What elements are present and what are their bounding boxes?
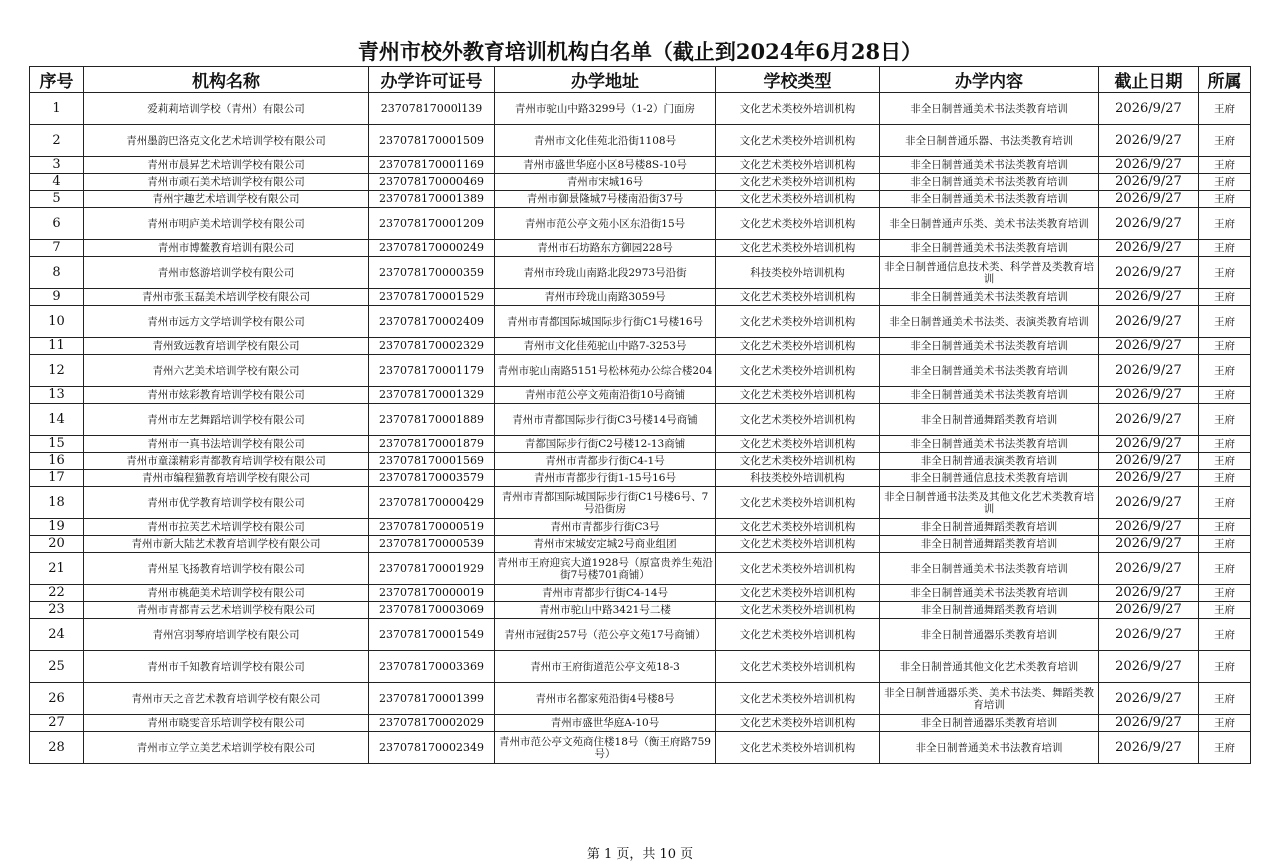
cell-license: 237078170001509 [369, 125, 495, 157]
cell-license: 237078170000359 [369, 257, 495, 289]
cell-name: 爱莉莉培训学校（青州）有限公司 [84, 93, 369, 125]
cell-license: 237078170002409 [369, 306, 495, 338]
table-row [30, 289, 1251, 306]
cell-type: 文化艺术类校外培训机构 [716, 732, 880, 764]
cell-seq: 7 [30, 240, 84, 257]
cell-seq: 25 [30, 651, 84, 683]
cell-type: 文化艺术类校外培训机构 [716, 585, 880, 602]
table-row [30, 487, 1251, 519]
table-row [30, 125, 1251, 157]
cell-deadline: 2026/9/27 [1099, 125, 1199, 157]
cell-type: 文化艺术类校外培训机构 [716, 651, 880, 683]
table-row [30, 619, 1251, 651]
cell-deadline: 2026/9/27 [1099, 191, 1199, 208]
cell-content: 非全日制普通美术书法类、表演类教育培训 [880, 306, 1099, 338]
cell-address: 青州市名都家苑沿街4号楼8号 [495, 683, 716, 715]
cell-region: 王府 [1199, 157, 1251, 174]
header-deadline: 截止日期 [1099, 67, 1199, 93]
table-row [30, 536, 1251, 553]
table-header-row [30, 67, 1251, 93]
cell-license: 237078170000469 [369, 174, 495, 191]
cell-type: 科技类校外培训机构 [716, 257, 880, 289]
cell-region: 王府 [1199, 683, 1251, 715]
cell-name: 青州市左艺舞蹈培训学校有限公司 [84, 404, 369, 436]
cell-content: 非全日制普通舞蹈类教育培训 [880, 536, 1099, 553]
table-row [30, 257, 1251, 289]
cell-region: 王府 [1199, 355, 1251, 387]
cell-name: 青州市桃葩美术培训学校有限公司 [84, 585, 369, 602]
cell-seq: 21 [30, 553, 84, 585]
cell-license: 237078170000019 [369, 585, 495, 602]
cell-content: 非全日制普通器乐类教育培训 [880, 715, 1099, 732]
cell-deadline: 2026/9/27 [1099, 387, 1199, 404]
cell-type: 文化艺术类校外培训机构 [716, 240, 880, 257]
cell-content: 非全日制普通美术书法类教育培训 [880, 289, 1099, 306]
cell-address: 青州市玲珑山南路3059号 [495, 289, 716, 306]
cell-region: 王府 [1199, 387, 1251, 404]
cell-region: 王府 [1199, 191, 1251, 208]
table-row [30, 404, 1251, 436]
cell-region: 王府 [1199, 553, 1251, 585]
cell-address: 青州市青都国际城国际步行街C1号楼16号 [495, 306, 716, 338]
cell-deadline: 2026/9/27 [1099, 553, 1199, 585]
cell-address: 青州市驼山中路3299号（1-2）门面房 [495, 93, 716, 125]
table-row [30, 306, 1251, 338]
cell-type: 文化艺术类校外培训机构 [716, 404, 880, 436]
cell-address: 青州市青都步行街1-15号16号 [495, 470, 716, 487]
cell-content: 非全日制普通美术书法类教育培训 [880, 174, 1099, 191]
cell-content: 非全日制普通信息技术类、科学普及类教育培训 [880, 257, 1099, 289]
cell-name: 青州宫羽琴府培训学校有限公司 [84, 619, 369, 651]
cell-region: 王府 [1199, 470, 1251, 487]
cell-address: 青州市王府迎宾大道1928号（原富贵养生苑沿街7号楼701商铺） [495, 553, 716, 585]
cell-content: 非全日制普通器乐类、美术书法类、舞蹈类教育培训 [880, 683, 1099, 715]
table-row [30, 355, 1251, 387]
table-row [30, 683, 1251, 715]
cell-address: 青州市宋城安定城2号商业组团 [495, 536, 716, 553]
table-row [30, 240, 1251, 257]
cell-name: 青州市远方文学培训学校有限公司 [84, 306, 369, 338]
table-row [30, 157, 1251, 174]
cell-region: 王府 [1199, 651, 1251, 683]
cell-license: 237078170001399 [369, 683, 495, 715]
cell-name: 青州宇趣艺术培训学校有限公司 [84, 191, 369, 208]
cell-type: 文化艺术类校外培训机构 [716, 387, 880, 404]
cell-deadline: 2026/9/27 [1099, 651, 1199, 683]
cell-seq: 12 [30, 355, 84, 387]
cell-type: 文化艺术类校外培训机构 [716, 683, 880, 715]
cell-address: 青州市盛世华庭A-10号 [495, 715, 716, 732]
table-row [30, 715, 1251, 732]
cell-deadline: 2026/9/27 [1099, 732, 1199, 764]
cell-content: 非全日制普通美术书法类教育培训 [880, 93, 1099, 125]
cell-license: 237078170000519 [369, 519, 495, 536]
table-row [30, 470, 1251, 487]
cell-license: 23707817000l139 [369, 93, 495, 125]
cell-type: 文化艺术类校外培训机构 [716, 125, 880, 157]
cell-deadline: 2026/9/27 [1099, 289, 1199, 306]
table-row [30, 585, 1251, 602]
cell-region: 王府 [1199, 536, 1251, 553]
cell-license: 237078170002349 [369, 732, 495, 764]
cell-name: 青州市张玉磊美术培训学校有限公司 [84, 289, 369, 306]
cell-content: 非全日制普通美术书法类教育培训 [880, 191, 1099, 208]
cell-name: 青州市博鳌教育培训有限公司 [84, 240, 369, 257]
cell-address: 青都国际步行街C2号楼12-13商铺 [495, 436, 716, 453]
cell-content: 非全日制普通器乐类教育培训 [880, 619, 1099, 651]
cell-region: 王府 [1199, 404, 1251, 436]
cell-deadline: 2026/9/27 [1099, 470, 1199, 487]
cell-seq: 24 [30, 619, 84, 651]
cell-deadline: 2026/9/27 [1099, 306, 1199, 338]
cell-license: 237078170001549 [369, 619, 495, 651]
cell-license: 237078170000539 [369, 536, 495, 553]
table-row [30, 732, 1251, 764]
cell-content: 非全日制普通舞蹈类教育培训 [880, 404, 1099, 436]
cell-type: 文化艺术类校外培训机构 [716, 519, 880, 536]
cell-seq: 3 [30, 157, 84, 174]
cell-type: 文化艺术类校外培训机构 [716, 306, 880, 338]
cell-content: 非全日制普通美术书法类教育培训 [880, 387, 1099, 404]
header-region: 所属 [1199, 67, 1251, 93]
table-row [30, 338, 1251, 355]
cell-address: 青州市文化佳苑北沿街1108号 [495, 125, 716, 157]
cell-license: 237078170001889 [369, 404, 495, 436]
cell-license: 237078170001929 [369, 553, 495, 585]
cell-address: 青州市范公亭文苑小区东沿街15号 [495, 208, 716, 240]
cell-region: 王府 [1199, 453, 1251, 470]
cell-deadline: 2026/9/27 [1099, 338, 1199, 355]
cell-license: 237078170001329 [369, 387, 495, 404]
cell-seq: 15 [30, 436, 84, 453]
cell-seq: 5 [30, 191, 84, 208]
cell-seq: 17 [30, 470, 84, 487]
cell-type: 科技类校外培训机构 [716, 470, 880, 487]
cell-deadline: 2026/9/27 [1099, 487, 1199, 519]
cell-seq: 8 [30, 257, 84, 289]
header-type: 学校类型 [716, 67, 880, 93]
cell-name: 青州市千知教育培训学校有限公司 [84, 651, 369, 683]
cell-seq: 20 [30, 536, 84, 553]
cell-content: 非全日制普通乐器、书法类教育培训 [880, 125, 1099, 157]
cell-name: 青州市拉芙艺术培训学校有限公司 [84, 519, 369, 536]
cell-address: 青州市石坊路东方御园228号 [495, 240, 716, 257]
cell-content: 非全日制普通信息技术类教育培训 [880, 470, 1099, 487]
cell-license: 237078170001389 [369, 191, 495, 208]
cell-type: 文化艺术类校外培训机构 [716, 289, 880, 306]
cell-region: 王府 [1199, 585, 1251, 602]
cell-type: 文化艺术类校外培训机构 [716, 436, 880, 453]
table-row [30, 519, 1251, 536]
cell-seq: 1 [30, 93, 84, 125]
cell-seq: 2 [30, 125, 84, 157]
cell-deadline: 2026/9/27 [1099, 157, 1199, 174]
cell-seq: 28 [30, 732, 84, 764]
cell-content: 非全日制普通美术书法教育培训 [880, 732, 1099, 764]
header-seq: 序号 [30, 67, 84, 93]
cell-type: 文化艺术类校外培训机构 [716, 715, 880, 732]
page-title: 青州市校外教育培训机构白名单（截止到2024年6月28日） [357, 39, 923, 64]
cell-address: 青州市文化佳苑驼山中路7-3253号 [495, 338, 716, 355]
cell-seq: 13 [30, 387, 84, 404]
cell-type: 文化艺术类校外培训机构 [716, 553, 880, 585]
cell-deadline: 2026/9/27 [1099, 602, 1199, 619]
cell-region: 王府 [1199, 289, 1251, 306]
cell-name: 青州市炫彩教育培训学校有限公司 [84, 387, 369, 404]
cell-region: 王府 [1199, 93, 1251, 125]
cell-name: 青州市立学立美艺术培训学校有限公司 [84, 732, 369, 764]
cell-type: 文化艺术类校外培训机构 [716, 536, 880, 553]
cell-content: 非全日制普通美术书法类教育培训 [880, 355, 1099, 387]
cell-seq: 11 [30, 338, 84, 355]
cell-content: 非全日制普通美术书法类教育培训 [880, 436, 1099, 453]
cell-content: 非全日制普通舞蹈类教育培训 [880, 602, 1099, 619]
cell-content: 非全日制普通美术书法类教育培训 [880, 585, 1099, 602]
cell-type: 文化艺术类校外培训机构 [716, 93, 880, 125]
header-name: 机构名称 [84, 67, 369, 93]
cell-license: 237078170001169 [369, 157, 495, 174]
cell-type: 文化艺术类校外培训机构 [716, 355, 880, 387]
cell-content: 非全日制普通美术书法类教育培训 [880, 338, 1099, 355]
cell-license: 237078170001179 [369, 355, 495, 387]
cell-name: 青州星飞扬教育培训学校有限公司 [84, 553, 369, 585]
cell-seq: 22 [30, 585, 84, 602]
cell-type: 文化艺术类校外培训机构 [716, 174, 880, 191]
cell-license: 237078170002029 [369, 715, 495, 732]
cell-content: 非全日制普通舞蹈类教育培训 [880, 519, 1099, 536]
cell-seq: 10 [30, 306, 84, 338]
cell-name: 青州市顽石美术培训学校有限公司 [84, 174, 369, 191]
cell-content: 非全日制普通美术书法类教育培训 [880, 157, 1099, 174]
cell-region: 王府 [1199, 602, 1251, 619]
cell-name: 青州市一真书法培训学校有限公司 [84, 436, 369, 453]
cell-deadline: 2026/9/27 [1099, 683, 1199, 715]
cell-seq: 6 [30, 208, 84, 240]
cell-deadline: 2026/9/27 [1099, 257, 1199, 289]
table-row [30, 191, 1251, 208]
table-row [30, 553, 1251, 585]
cell-address: 青州市王府街道范公亭文苑18-3 [495, 651, 716, 683]
cell-type: 文化艺术类校外培训机构 [716, 487, 880, 519]
cell-type: 文化艺术类校外培训机构 [716, 619, 880, 651]
table-row [30, 602, 1251, 619]
cell-address: 青州市冠街257号（范公亭文苑17号商铺） [495, 619, 716, 651]
cell-name: 青州六艺美术培训学校有限公司 [84, 355, 369, 387]
cell-deadline: 2026/9/27 [1099, 93, 1199, 125]
cell-region: 王府 [1199, 125, 1251, 157]
table-row [30, 651, 1251, 683]
cell-region: 王府 [1199, 487, 1251, 519]
cell-address: 青州市范公亭文苑南沿街10号商铺 [495, 387, 716, 404]
cell-deadline: 2026/9/27 [1099, 240, 1199, 257]
cell-name: 青州市晓雯音乐培训学校有限公司 [84, 715, 369, 732]
cell-address: 青州市青都步行街C4-1号 [495, 453, 716, 470]
cell-address: 青州市玲珑山南路北段2973号沿街 [495, 257, 716, 289]
cell-type: 文化艺术类校外培训机构 [716, 453, 880, 470]
cell-deadline: 2026/9/27 [1099, 585, 1199, 602]
cell-region: 王府 [1199, 619, 1251, 651]
cell-region: 王府 [1199, 519, 1251, 536]
cell-deadline: 2026/9/27 [1099, 619, 1199, 651]
header-content: 办学内容 [880, 67, 1099, 93]
cell-license: 237078170003579 [369, 470, 495, 487]
cell-seq: 19 [30, 519, 84, 536]
cell-content: 非全日制普通声乐类、美术书法类教育培训 [880, 208, 1099, 240]
cell-license: 237078170003069 [369, 602, 495, 619]
cell-content: 非全日制普通表演类教育培训 [880, 453, 1099, 470]
whitelist-table [29, 66, 1251, 764]
cell-address: 青州市驼山南路5151号松林苑办公综合楼204 [495, 355, 716, 387]
cell-content: 非全日制普通美术书法类教育培训 [880, 553, 1099, 585]
cell-type: 文化艺术类校外培训机构 [716, 157, 880, 174]
cell-region: 王府 [1199, 257, 1251, 289]
cell-region: 王府 [1199, 240, 1251, 257]
table-row [30, 436, 1251, 453]
table-row [30, 387, 1251, 404]
cell-seq: 4 [30, 174, 84, 191]
cell-deadline: 2026/9/27 [1099, 404, 1199, 436]
cell-license: 237078170001209 [369, 208, 495, 240]
cell-deadline: 2026/9/27 [1099, 208, 1199, 240]
cell-region: 王府 [1199, 338, 1251, 355]
cell-name: 青州市优学教育培训学校有限公司 [84, 487, 369, 519]
cell-name: 青州市童漾精彩青都教育培训学校有限公司 [84, 453, 369, 470]
cell-content: 非全日制普通美术书法类教育培训 [880, 240, 1099, 257]
header-address: 办学地址 [495, 67, 716, 93]
cell-region: 王府 [1199, 208, 1251, 240]
cell-deadline: 2026/9/27 [1099, 536, 1199, 553]
cell-content: 非全日制普通其他文化艺术类教育培训 [880, 651, 1099, 683]
cell-seq: 9 [30, 289, 84, 306]
cell-region: 王府 [1199, 732, 1251, 764]
table-row [30, 208, 1251, 240]
cell-name: 青州市明庐美术培训学校有限公司 [84, 208, 369, 240]
cell-deadline: 2026/9/27 [1099, 355, 1199, 387]
table-row [30, 93, 1251, 125]
cell-license: 237078170001529 [369, 289, 495, 306]
cell-license: 237078170001569 [369, 453, 495, 470]
cell-address: 青州市青都步行街C4-14号 [495, 585, 716, 602]
cell-name: 青州市悠游培训学校有限公司 [84, 257, 369, 289]
cell-license: 237078170000249 [369, 240, 495, 257]
cell-license: 237078170002329 [369, 338, 495, 355]
cell-deadline: 2026/9/27 [1099, 715, 1199, 732]
cell-deadline: 2026/9/27 [1099, 174, 1199, 191]
cell-address: 青州市范公亭文苑商住楼18号（衡王府路759号） [495, 732, 716, 764]
cell-type: 文化艺术类校外培训机构 [716, 191, 880, 208]
cell-license: 237078170000429 [369, 487, 495, 519]
cell-deadline: 2026/9/27 [1099, 436, 1199, 453]
cell-type: 文化艺术类校外培训机构 [716, 602, 880, 619]
cell-seq: 27 [30, 715, 84, 732]
cell-address: 青州市驼山中路3421号二楼 [495, 602, 716, 619]
table-row [30, 174, 1251, 191]
cell-address: 青州市宋城16号 [495, 174, 716, 191]
cell-name: 青州市新大陆艺术教育培训学校有限公司 [84, 536, 369, 553]
cell-region: 王府 [1199, 174, 1251, 191]
cell-address: 青州市青都国际城国际步行街C1号楼6号、7号沿街房 [495, 487, 716, 519]
cell-address: 青州市御景隆城7号楼南沿街37号 [495, 191, 716, 208]
cell-seq: 16 [30, 453, 84, 470]
cell-name: 青州市青都青云艺术培训学校有限公司 [84, 602, 369, 619]
header-license: 办学许可证号 [369, 67, 495, 93]
cell-deadline: 2026/9/27 [1099, 519, 1199, 536]
cell-type: 文化艺术类校外培训机构 [716, 208, 880, 240]
cell-seq: 14 [30, 404, 84, 436]
cell-address: 青州市青都国际步行街C3号楼14号商铺 [495, 404, 716, 436]
cell-region: 王府 [1199, 306, 1251, 338]
cell-region: 王府 [1199, 715, 1251, 732]
cell-region: 王府 [1199, 436, 1251, 453]
page-footer: 第 1 页，共 10 页 [586, 847, 694, 862]
cell-address: 青州市盛世华庭小区8号楼8S-10号 [495, 157, 716, 174]
cell-content: 非全日制普通书法类及其他文化艺术类教育培训 [880, 487, 1099, 519]
cell-type: 文化艺术类校外培训机构 [716, 338, 880, 355]
cell-deadline: 2026/9/27 [1099, 453, 1199, 470]
cell-address: 青州市青都步行街C3号 [495, 519, 716, 536]
cell-seq: 26 [30, 683, 84, 715]
cell-name: 青州市编程猫教育培训学校有限公司 [84, 470, 369, 487]
cell-name: 青州市晨昇艺术培训学校有限公司 [84, 157, 369, 174]
cell-seq: 23 [30, 602, 84, 619]
cell-name: 青州墨韵巴洛克文化艺术培训学校有限公司 [84, 125, 369, 157]
table-row [30, 453, 1251, 470]
cell-seq: 18 [30, 487, 84, 519]
cell-license: 237078170003369 [369, 651, 495, 683]
cell-name: 青州市天之音艺术教育培训学校有限公司 [84, 683, 369, 715]
cell-license: 237078170001879 [369, 436, 495, 453]
cell-name: 青州致远教育培训学校有限公司 [84, 338, 369, 355]
